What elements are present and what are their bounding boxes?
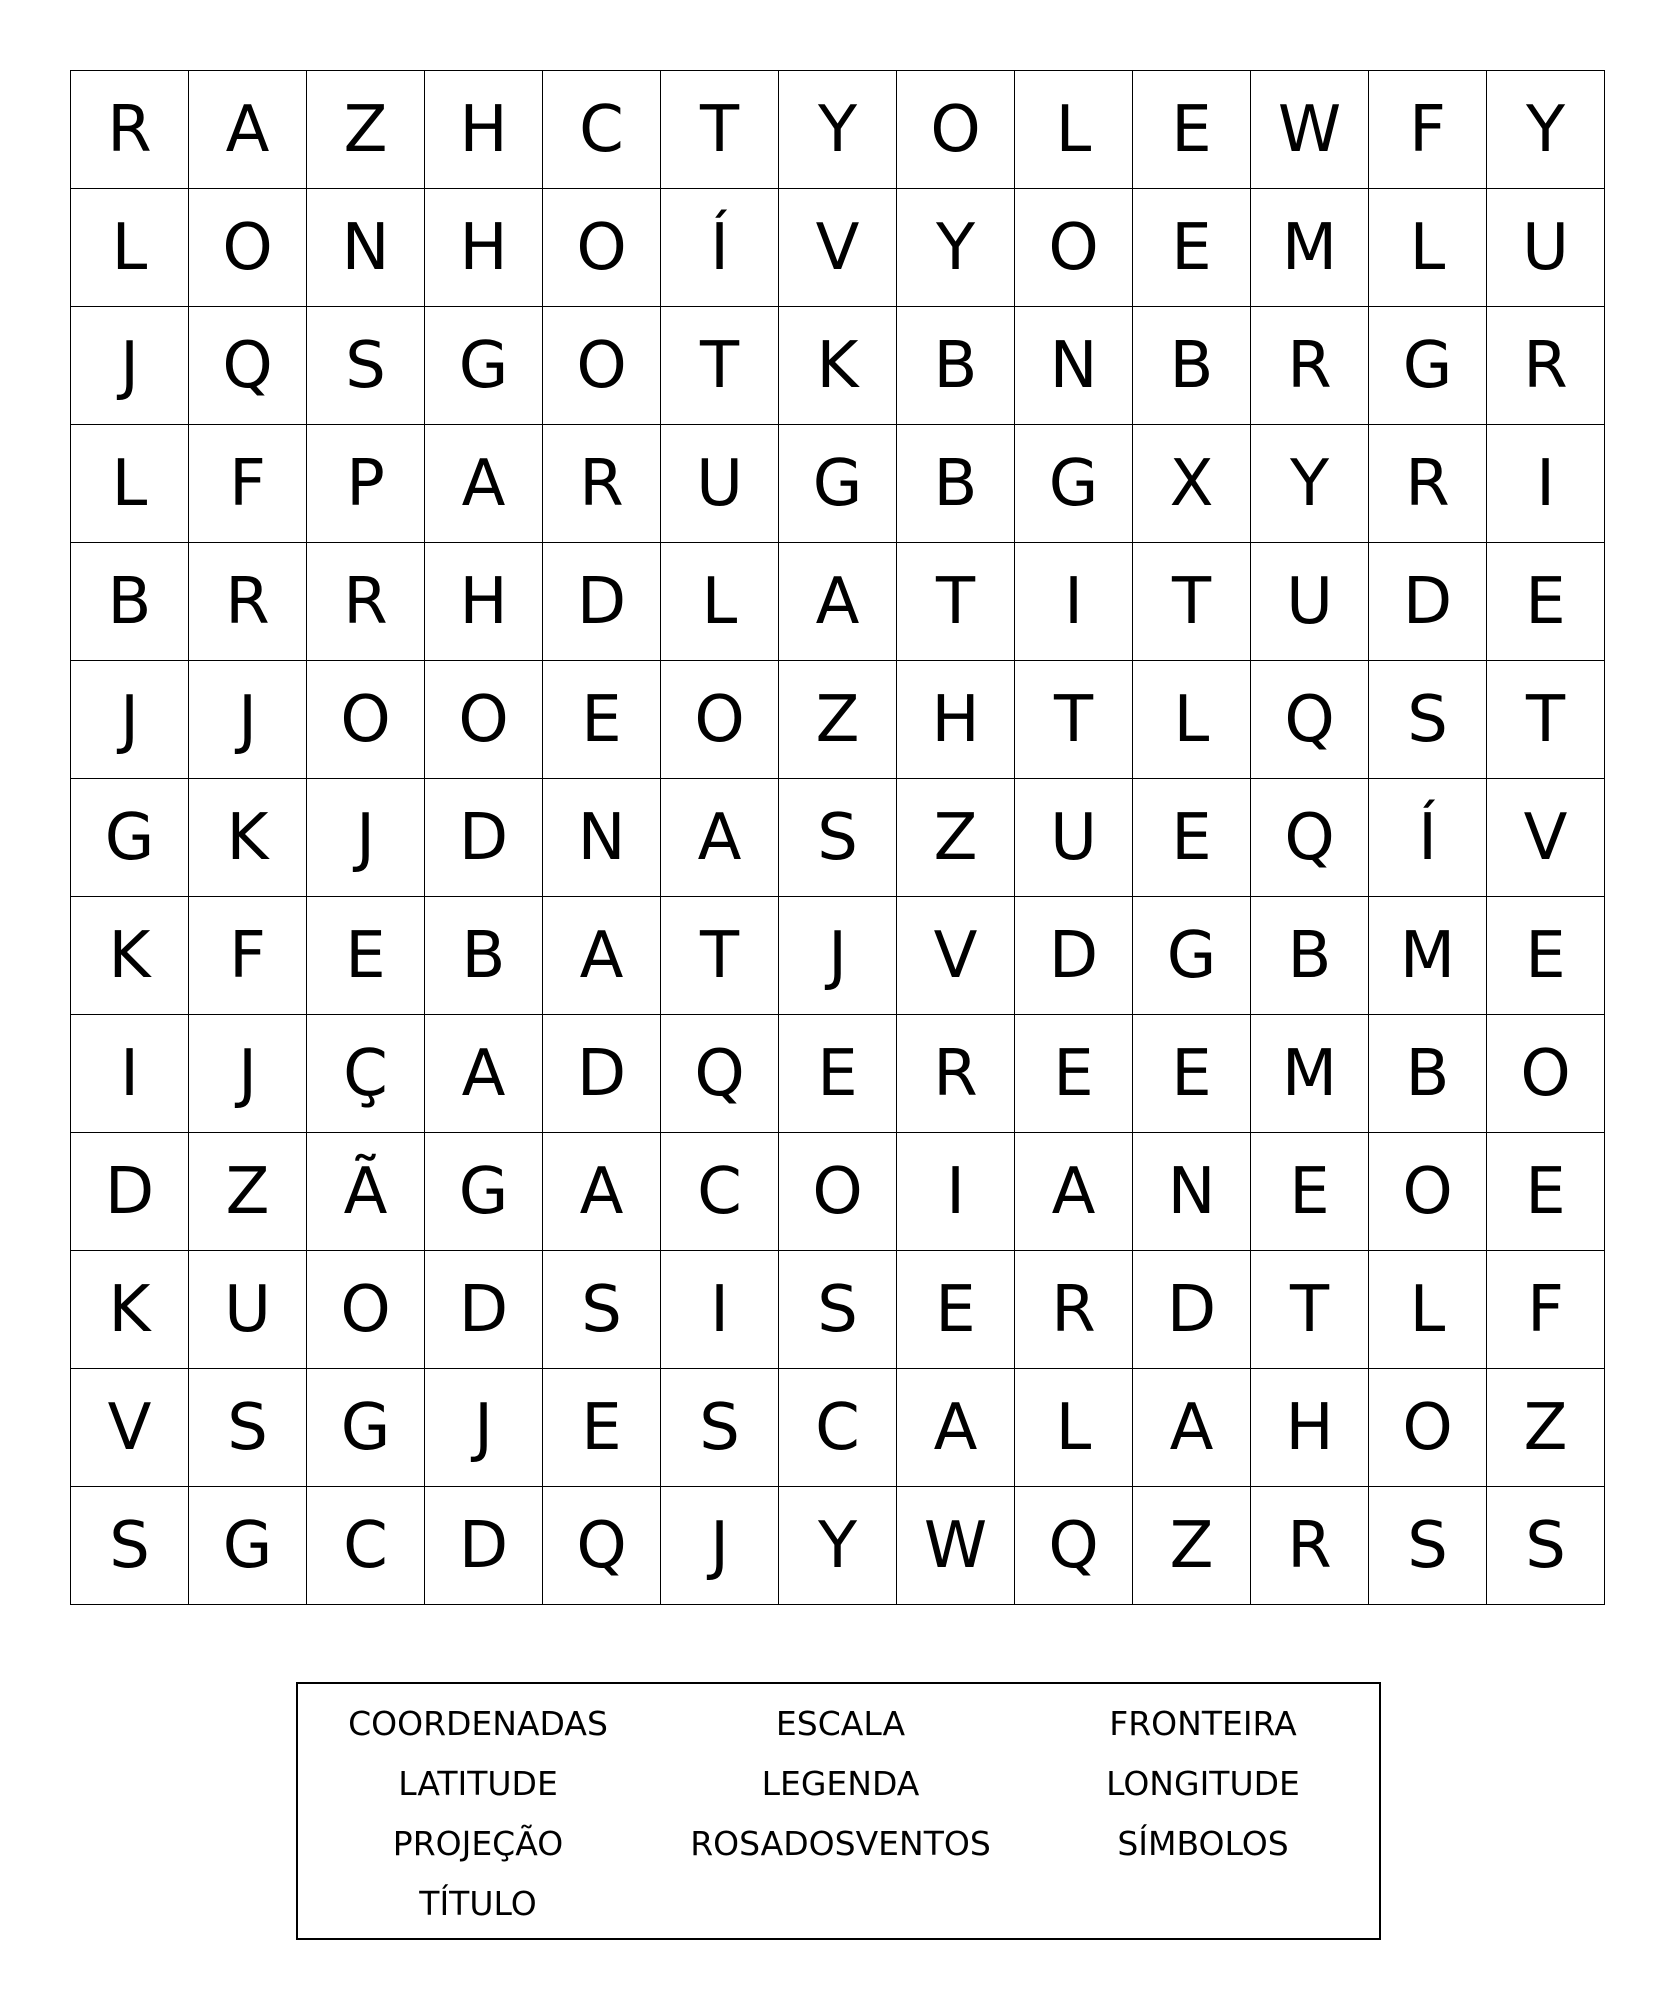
grid-cell[interactable]: I [71,1015,189,1133]
grid-cell[interactable]: D [543,1015,661,1133]
grid-row [71,425,1605,543]
grid-cell[interactable]: Z [1487,1369,1605,1487]
grid-cell[interactable]: E [307,897,425,1015]
grid-cell[interactable]: J [189,661,307,779]
grid-row [71,897,1605,1015]
word-list-item: LEGENDA [761,1764,920,1803]
grid-cell[interactable]: A [779,543,897,661]
grid-cell[interactable]: A [1133,1369,1251,1487]
grid-cell[interactable]: E [1133,71,1251,189]
grid-cell[interactable]: T [1251,1251,1369,1369]
grid-cell[interactable]: I [1015,543,1133,661]
grid-cell[interactable]: E [543,1369,661,1487]
grid-cell[interactable]: D [543,543,661,661]
grid-cell[interactable]: A [189,71,307,189]
grid-cell[interactable]: I [1487,425,1605,543]
word-list-item: PROJEÇÃO [392,1824,564,1863]
grid-cell[interactable]: H [425,189,543,307]
grid-cell[interactable]: A [897,1369,1015,1487]
grid-cell[interactable]: F [189,425,307,543]
grid-cell[interactable]: H [425,543,543,661]
grid-cell[interactable]: R [543,425,661,543]
grid-cell[interactable]: M [1251,1015,1369,1133]
grid-cell[interactable]: J [425,1369,543,1487]
grid-cell[interactable]: V [779,189,897,307]
grid-cell[interactable]: R [1015,1251,1133,1369]
grid-cell[interactable]: O [1015,189,1133,307]
grid-cell[interactable]: Í [661,189,779,307]
grid-cell[interactable]: O [307,1251,425,1369]
grid-cell[interactable]: P [307,425,425,543]
grid-cell[interactable]: O [1487,1015,1605,1133]
grid-cell[interactable]: F [189,897,307,1015]
grid-cell[interactable]: Ç [307,1015,425,1133]
grid-cell[interactable]: O [543,189,661,307]
grid-cell[interactable]: S [1487,1487,1605,1605]
grid-cell[interactable]: H [425,71,543,189]
grid-cell[interactable]: Y [779,1487,897,1605]
grid-cell[interactable]: D [425,1487,543,1605]
grid-cell[interactable]: H [1251,1369,1369,1487]
grid-cell[interactable]: G [779,425,897,543]
grid-cell[interactable]: J [71,661,189,779]
grid-cell[interactable]: V [897,897,1015,1015]
grid-cell[interactable]: O [1369,1369,1487,1487]
grid-cell[interactable]: B [897,307,1015,425]
grid-row [71,1369,1605,1487]
grid-cell[interactable]: L [71,189,189,307]
grid-cell[interactable]: G [1015,425,1133,543]
grid-row [71,543,1605,661]
grid-cell[interactable]: Z [897,779,1015,897]
grid-cell[interactable]: Ã [307,1133,425,1251]
grid-cell[interactable]: E [897,1251,1015,1369]
grid-cell[interactable]: E [1015,1015,1133,1133]
grid-cell[interactable]: L [1369,1251,1487,1369]
grid-cell[interactable]: E [1487,543,1605,661]
grid-cell[interactable]: Í [1369,779,1487,897]
grid-cell[interactable]: E [1251,1133,1369,1251]
grid-cell[interactable]: G [189,1487,307,1605]
grid-cell[interactable]: J [779,897,897,1015]
grid-cell[interactable]: N [307,189,425,307]
grid-cell[interactable]: E [1487,1133,1605,1251]
grid-cell[interactable]: L [1015,1369,1133,1487]
grid-cell[interactable]: R [71,71,189,189]
grid-cell[interactable]: G [71,779,189,897]
word-list [298,1684,1379,1934]
grid-cell[interactable]: D [71,1133,189,1251]
grid-cell[interactable]: B [897,425,1015,543]
grid-cell[interactable]: A [425,425,543,543]
grid-cell[interactable]: T [661,307,779,425]
grid-cell[interactable]: Z [779,661,897,779]
grid-cell[interactable]: A [543,897,661,1015]
grid-cell[interactable]: T [897,543,1015,661]
grid-cell[interactable]: O [425,661,543,779]
grid-cell[interactable]: M [1369,897,1487,1015]
grid-cell[interactable]: I [661,1251,779,1369]
grid-cell[interactable]: S [1369,1487,1487,1605]
grid-row [71,1015,1605,1133]
grid-cell[interactable]: N [1133,1133,1251,1251]
grid-cell[interactable]: Q [189,307,307,425]
grid-cell[interactable]: U [661,425,779,543]
grid-cell[interactable]: D [425,1251,543,1369]
word-list-item: LONGITUDE [1106,1764,1300,1803]
grid-cell[interactable]: C [307,1487,425,1605]
grid-cell[interactable]: A [543,1133,661,1251]
grid-cell[interactable]: E [1133,779,1251,897]
grid-cell[interactable]: N [543,779,661,897]
word-list-item: COORDENADAS [348,1704,608,1743]
grid-cell[interactable]: G [425,1133,543,1251]
grid-cell[interactable]: R [1251,1487,1369,1605]
grid-cell[interactable]: S [1369,661,1487,779]
grid-cell[interactable]: J [189,1015,307,1133]
word-list-item: ROSADOSVENTOS [690,1824,991,1863]
grid-cell[interactable]: H [897,661,1015,779]
grid-cell[interactable]: E [779,1015,897,1133]
grid-cell[interactable]: O [779,1133,897,1251]
grid-row [71,661,1605,779]
grid-cell[interactable]: Z [189,1133,307,1251]
grid-row [71,1487,1605,1605]
grid-cell[interactable]: Q [1251,661,1369,779]
grid-cell[interactable]: R [307,543,425,661]
grid-cell[interactable]: V [71,1369,189,1487]
grid-cell[interactable]: W [897,1487,1015,1605]
grid-cell[interactable]: J [71,307,189,425]
grid-body [71,71,1605,1605]
word-search-grid [70,70,1605,1605]
grid-cell[interactable]: B [1133,307,1251,425]
grid-cell[interactable]: J [307,779,425,897]
grid-cell[interactable]: X [1133,425,1251,543]
grid-cell[interactable]: S [543,1251,661,1369]
grid-cell[interactable]: W [1251,71,1369,189]
grid-cell[interactable]: O [897,71,1015,189]
grid-row [71,1133,1605,1251]
grid-cell[interactable]: L [1015,71,1133,189]
grid-cell[interactable]: B [71,543,189,661]
grid-cell[interactable]: E [1133,189,1251,307]
grid-cell[interactable]: Q [661,1015,779,1133]
grid-cell[interactable]: R [897,1015,1015,1133]
grid-cell[interactable]: N [1015,307,1133,425]
grid-row [71,189,1605,307]
grid-cell[interactable]: T [661,897,779,1015]
grid-cell[interactable]: Z [1133,1487,1251,1605]
grid-cell[interactable]: L [1133,661,1251,779]
grid-cell[interactable]: B [1251,897,1369,1015]
grid-cell[interactable]: G [1133,897,1251,1015]
grid-cell[interactable]: V [1487,779,1605,897]
word-list-item: SÍMBOLOS [1117,1824,1289,1863]
grid-cell[interactable]: S [779,779,897,897]
grid-cell[interactable]: D [425,779,543,897]
grid-cell[interactable]: T [1133,543,1251,661]
grid-cell[interactable]: Q [1251,779,1369,897]
word-list-item: TÍTULO [419,1884,537,1923]
grid-cell[interactable]: K [189,779,307,897]
grid-cell[interactable]: M [1251,189,1369,307]
word-list-item: FRONTEIRA [1109,1704,1297,1743]
grid-cell[interactable]: Y [1251,425,1369,543]
grid-cell[interactable]: O [307,661,425,779]
grid-cell[interactable]: F [1487,1251,1605,1369]
grid-cell[interactable]: G [1369,307,1487,425]
grid-cell[interactable]: G [307,1369,425,1487]
grid-cell[interactable]: G [425,307,543,425]
grid-cell[interactable]: B [1369,1015,1487,1133]
grid-cell[interactable]: Z [307,71,425,189]
grid-cell[interactable]: I [897,1133,1015,1251]
grid-row [71,1251,1605,1369]
grid-cell[interactable]: O [543,307,661,425]
word-list-item: ESCALA [775,1704,906,1743]
grid-cell[interactable]: O [189,189,307,307]
grid-cell[interactable]: U [1015,779,1133,897]
grid-cell[interactable]: L [1369,189,1487,307]
grid-cell[interactable]: U [189,1251,307,1369]
grid-cell[interactable]: S [661,1369,779,1487]
grid-cell[interactable]: K [71,1251,189,1369]
grid-cell[interactable]: Q [543,1487,661,1605]
grid-cell[interactable]: E [1133,1015,1251,1133]
grid-cell[interactable]: D [1015,897,1133,1015]
grid-cell[interactable]: Y [897,189,1015,307]
grid-cell[interactable]: K [71,897,189,1015]
word-list-item: LATITUDE [398,1764,558,1803]
grid-cell[interactable]: A [1015,1133,1133,1251]
grid-cell[interactable]: R [1487,307,1605,425]
grid-cell[interactable]: O [1369,1133,1487,1251]
grid-cell[interactable]: T [1015,661,1133,779]
grid-cell[interactable]: T [661,71,779,189]
grid-row [71,71,1605,189]
grid-cell[interactable]: T [1487,661,1605,779]
grid-cell[interactable]: A [425,1015,543,1133]
grid-row [71,307,1605,425]
grid-cell[interactable]: S [71,1487,189,1605]
grid-cell[interactable]: S [307,307,425,425]
grid-cell[interactable]: L [71,425,189,543]
grid-cell[interactable]: E [1487,897,1605,1015]
grid-cell[interactable]: K [779,307,897,425]
grid-cell[interactable]: R [189,543,307,661]
grid-cell[interactable]: C [661,1133,779,1251]
grid-cell[interactable]: C [779,1369,897,1487]
grid-cell[interactable]: D [1369,543,1487,661]
grid-cell[interactable]: S [779,1251,897,1369]
word-list-box [296,1682,1381,1940]
grid-row [71,779,1605,897]
grid-cell[interactable]: O [661,661,779,779]
grid-cell[interactable]: C [543,71,661,189]
grid-cell[interactable]: D [1133,1251,1251,1369]
grid-cell[interactable]: E [543,661,661,779]
grid-cell[interactable]: A [661,779,779,897]
grid-cell[interactable]: S [189,1369,307,1487]
grid-cell[interactable]: Y [779,71,897,189]
grid-cell[interactable]: J [661,1487,779,1605]
grid-cell[interactable]: R [1369,425,1487,543]
grid-cell[interactable]: Y [1487,71,1605,189]
grid-cell[interactable]: L [661,543,779,661]
grid-cell[interactable]: U [1487,189,1605,307]
grid-cell[interactable]: Q [1015,1487,1133,1605]
grid-cell[interactable]: B [425,897,543,1015]
grid-cell[interactable]: U [1251,543,1369,661]
grid-cell[interactable]: F [1369,71,1487,189]
grid-cell[interactable]: R [1251,307,1369,425]
